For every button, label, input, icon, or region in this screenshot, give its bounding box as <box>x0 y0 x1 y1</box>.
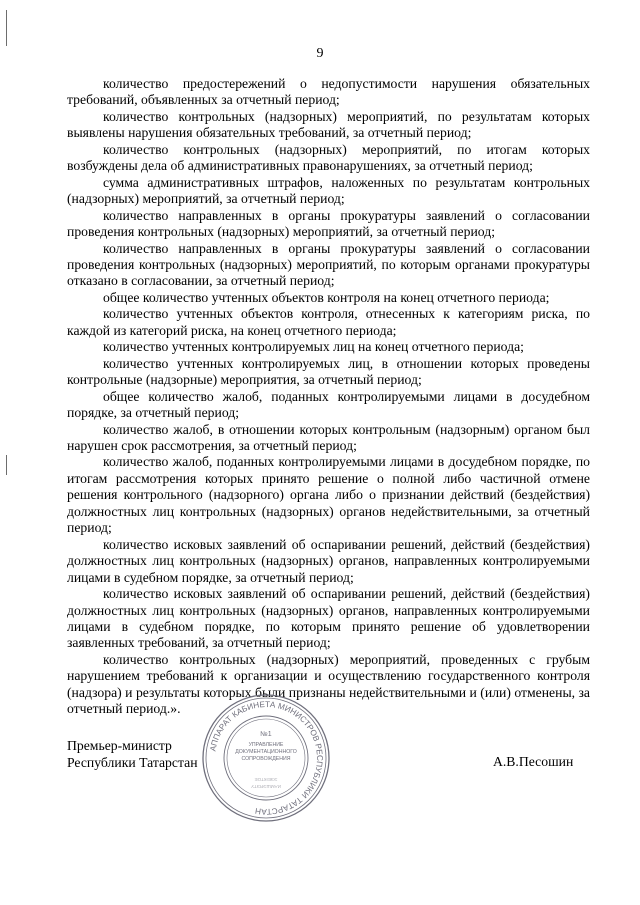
signatory-position-line: Республики Татарстан <box>67 754 198 770</box>
paragraph: количество направленных в органы прокуратуры заявлений о согласовании проведения контрольных (надзорных) мероприятий, по которым органами прокуратуры отказано в согласовании, за отчетный период; <box>67 240 590 289</box>
paragraph: количество контрольных (надзорных) мероприятий, по результатам которых выявлены нарушения обязательных требований, за отчетный период; <box>67 108 590 141</box>
paragraph: количество контрольных (надзорных) мероприятий, по итогам которых возбуждены дела об административных правонарушениях, за отчетный период; <box>67 141 590 174</box>
paragraph: количество учтенных объектов контроля, отнесенных к категориям риска, по каждой из категорий риска, на конец отчетного периода; <box>67 306 590 338</box>
signatory-position-line: Премьер-министр <box>67 738 172 753</box>
paragraph: общее количество жалоб, поданных контролируемыми лицами в досудебном порядке, за отчетный период; <box>67 388 590 421</box>
svg-text:№1: №1 <box>260 731 272 738</box>
paragraph: количество учтенных контролируемых лиц, в отношении которых проведены контрольные (надзорные) мероприятия, за отчетный период; <box>67 355 590 388</box>
paragraph: общее количество учтенных объектов контроля на конец отчетного периода; <box>103 289 550 305</box>
svg-text:ЭЭЕІКТОЕ: ЭЭЕІКТОЕ <box>254 777 278 782</box>
paragraph: количество учтенных контролируемых лиц на конец отчетного периода; <box>103 339 524 355</box>
svg-text:УПРАВЛЕНИЕ: УПРАВЛЕНИЕ <box>248 742 284 748</box>
paragraph: количество жалоб, поданных контролируемыми лицами в досудебном порядке, по итогам рассмотрения которых принято решение о полной либо частичной отмене решения контрольного (надзорного) органа либо о признании действий (бездействия) должностных лиц контрольных (надзорных) органов недействительными, за отчетный период; <box>67 454 590 536</box>
signatory-name: А.В.Песошин <box>493 754 574 769</box>
svg-text:АППАРАТ КАБИНЕТА МИНИСТРОВ РЕС: АППАРАТ КАБИНЕТА МИНИСТРОВ РЕСПУБЛИКИ ТАТАРСТАН <box>208 699 325 817</box>
paragraph: количество жалоб, в отношении которых контрольным (надзорным) органом был нарушен срок рассмотрения, за отчетный период; <box>67 421 590 453</box>
svg-text:ИАМШЭЯЭТУ: ИАМШЭЯЭТУ <box>251 784 281 789</box>
paragraph: количество направленных в органы прокуратуры заявлений о согласовании проведения контрольных (надзорных) мероприятий, за отчетный период; <box>67 207 590 240</box>
document-body <box>67 76 590 718</box>
paragraph: количество исковых заявлений об оспаривании решений, действий (бездействия) должностных лиц контрольных (надзорных) органов, направленных контролируемыми лицами в судебном порядке, по которым принято решение об удовлетворении заявленных требований, за отчетный период; <box>67 586 590 651</box>
official-seal <box>200 692 332 824</box>
svg-text:ДОКУМЕНТАЦИОННОГО: ДОКУМЕНТАЦИОННОГО <box>235 749 297 755</box>
signatory-position <box>67 738 198 771</box>
scan-edge-mark <box>6 10 7 46</box>
svg-text:СОПРОВОЖДЕНИЯ: СОПРОВОЖДЕНИЯ <box>241 756 291 762</box>
scan-edge-mark <box>6 455 7 475</box>
paragraph: количество предостережений о недопустимости нарушения обязательных требований, объявленных за отчетный период; <box>67 76 590 108</box>
paragraph: количество контрольных (надзорных) мероприятий, проведенных с грубым нарушением требований к организации и осуществлению государственного контроля (надзора) и результаты которых были признаны недействительными и (или) отменены, за отчетный период.». <box>67 651 590 717</box>
paragraph: сумма административных штрафов, наложенных по результатам контрольных (надзорных) мероприятий, за отчетный период; <box>67 174 590 207</box>
page-number: 9 <box>316 46 324 61</box>
paragraph: количество исковых заявлений об оспаривании решений, действий (бездействия) должностных лиц контрольных (надзорных) органов, направленных контролируемыми лицами в судебном порядке, за отчетный период; <box>67 536 590 585</box>
